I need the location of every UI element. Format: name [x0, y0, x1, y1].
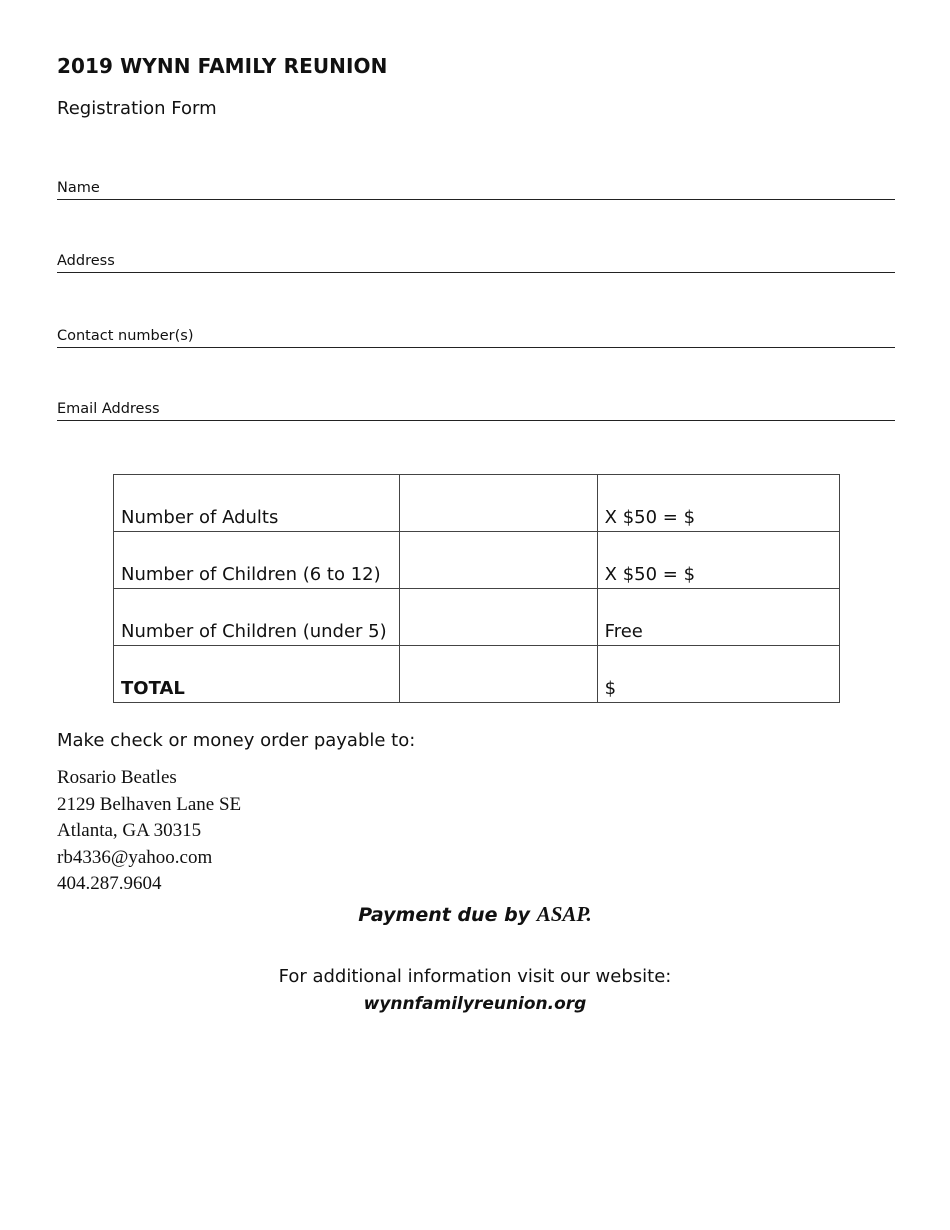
address-label: Address — [57, 253, 115, 269]
address-field-row — [57, 250, 895, 273]
quantity-cell — [400, 475, 597, 532]
price-cell: X $50 = $ — [597, 475, 839, 532]
price-cell: X $50 = $ — [597, 532, 839, 589]
children-under-5-quantity-input[interactable] — [407, 612, 593, 642]
total-quantity-input[interactable] — [407, 669, 593, 699]
children-6-12-quantity-input[interactable] — [407, 555, 593, 585]
name-input[interactable] — [207, 177, 895, 199]
contact-input[interactable] — [207, 325, 895, 347]
website-link[interactable]: wynnfamilyreunion.org — [363, 994, 587, 1014]
quantity-cell — [400, 589, 597, 646]
table-row-children-6-12 — [114, 532, 840, 589]
email-input[interactable] — [207, 398, 895, 420]
payee-city: Atlanta, GA 30315 — [57, 820, 202, 841]
name-field-row — [57, 177, 895, 200]
payee-address — [57, 765, 241, 898]
row-label: Number of Children (6 to 12) — [114, 532, 400, 589]
registration-table — [113, 474, 840, 703]
name-label: Name — [57, 180, 100, 196]
payee-phone: 404.287.9604 — [57, 873, 162, 894]
table-row-adults — [114, 475, 840, 532]
payment-due — [0, 902, 950, 927]
payee-street: 2129 Belhaven Lane SE — [57, 793, 242, 815]
additional-info-text: For additional information visit our website: — [278, 966, 672, 987]
price-cell: Free — [597, 589, 839, 646]
contact-field-row — [57, 325, 895, 348]
row-label: Number of Adults — [114, 475, 400, 532]
payee-email: rb4336@yahoo.com — [57, 846, 213, 868]
payment-due-value: ASAP. — [536, 902, 592, 926]
table-row-children-under-5 — [114, 589, 840, 646]
table-row-total — [114, 646, 840, 703]
form-title: 2019 WYNN FAMILY REUNION — [57, 54, 388, 78]
website-line — [0, 994, 950, 1014]
form-subtitle: Registration Form — [57, 98, 217, 119]
row-label: Number of Children (under 5) — [114, 589, 400, 646]
total-label: TOTAL — [114, 646, 400, 703]
email-label: Email Address — [57, 401, 160, 417]
total-amount-cell: $ — [597, 646, 839, 703]
quantity-cell — [400, 646, 597, 703]
payee-name: Rosario Beatles — [57, 767, 177, 788]
payment-due-label: Payment due by — [358, 904, 537, 926]
contact-label: Contact number(s) — [57, 328, 194, 344]
address-input[interactable] — [207, 250, 895, 272]
adults-quantity-input[interactable] — [407, 498, 593, 528]
payable-to-text: Make check or money order payable to: — [57, 730, 416, 751]
email-field-row — [57, 398, 895, 421]
quantity-cell — [400, 532, 597, 589]
